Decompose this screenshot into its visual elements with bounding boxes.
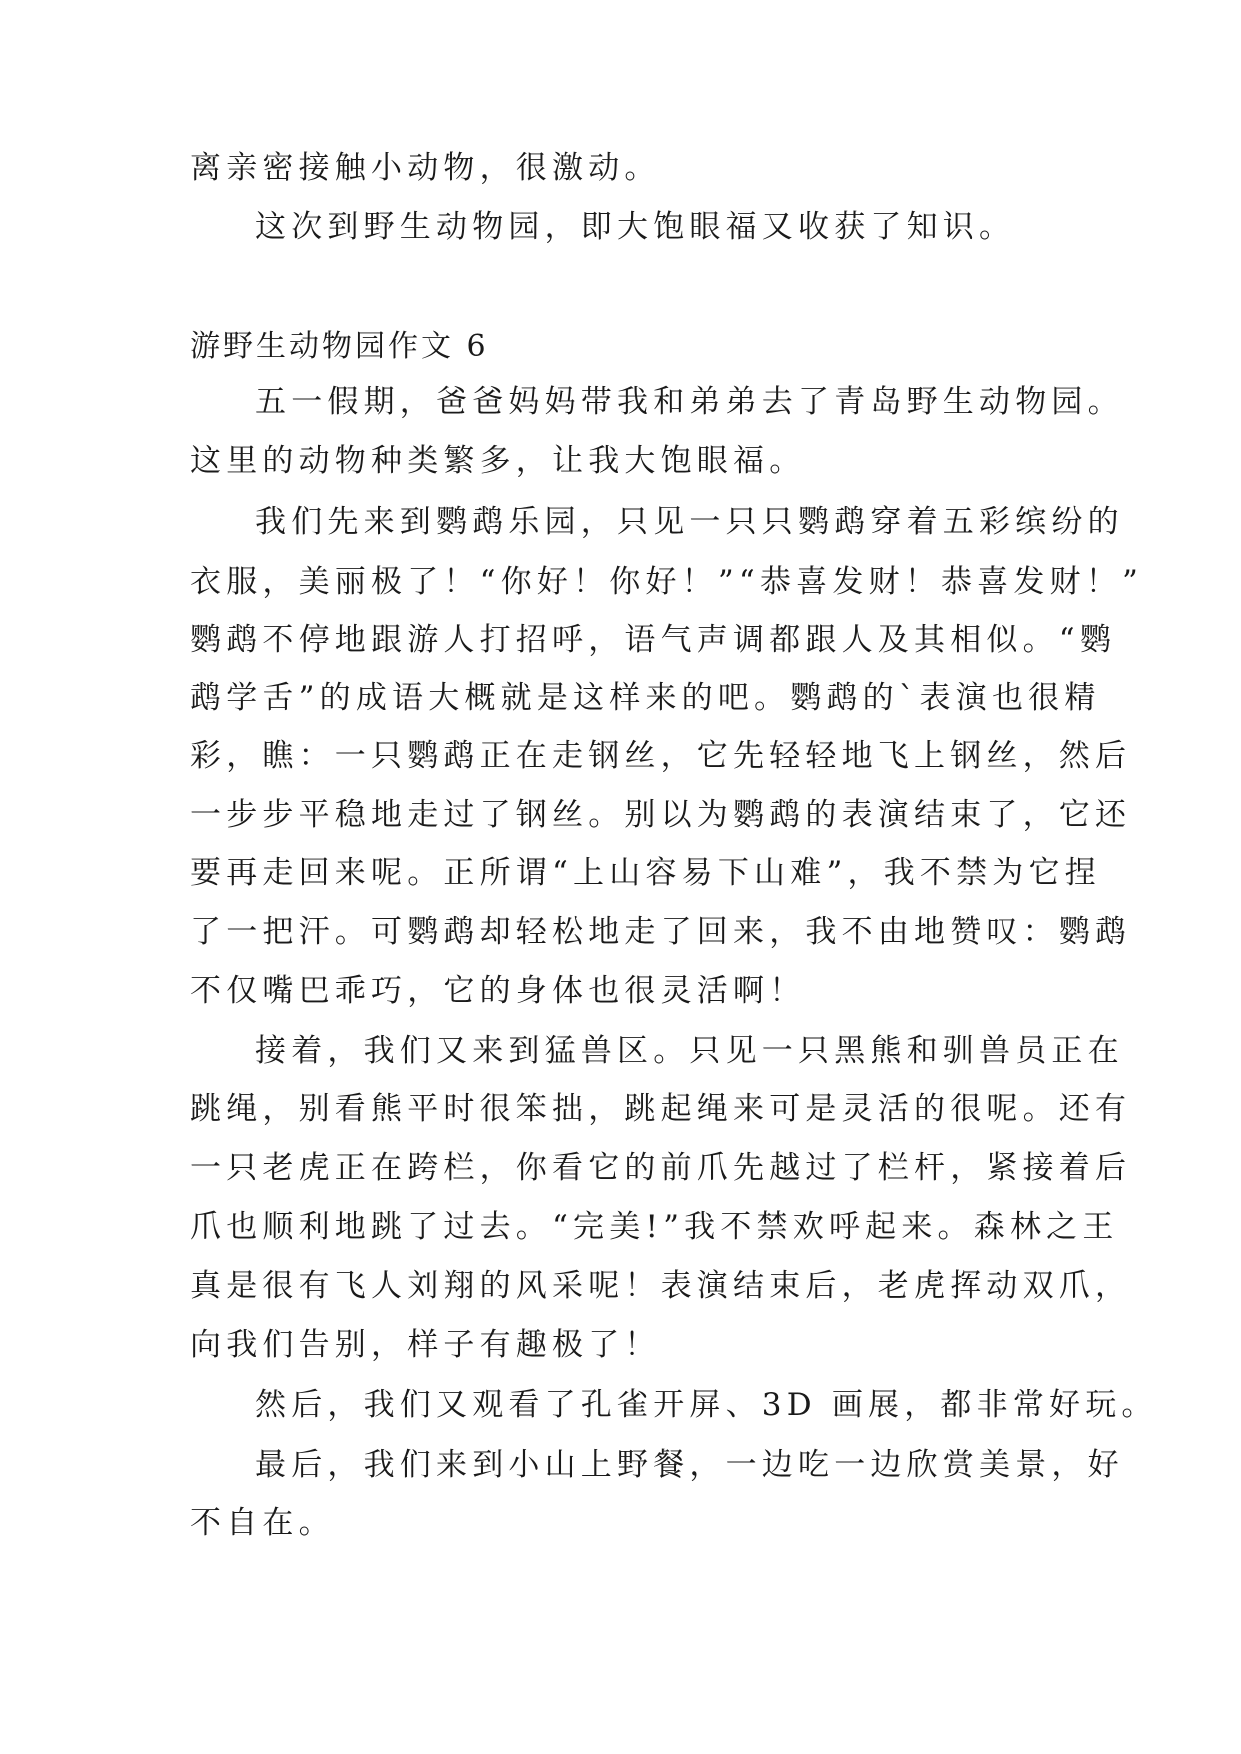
paragraph-line: 接着，我们又来到猛兽区。只见一只黑熊和驯兽员正在 [255, 1033, 1124, 1069]
paragraph-line: 爪也顺利地跳了过去。“完美!”我不禁欢呼起来。森林之王 [190, 1209, 1119, 1245]
paragraph-line: 不仅嘴巴乖巧，它的身体也很灵活啊！ [190, 973, 806, 1009]
paragraph-line: 一只老虎正在跨栏，你看它的前爪先越过了栏杆，紧接着后 [190, 1150, 1132, 1186]
continuation-line: 离亲密接触小动物，很激动。 [190, 150, 661, 186]
paragraph-line: 然后，我们又观看了孔雀开屏、3D 画展，都非常好玩。 [255, 1387, 1158, 1423]
paragraph-line: 一步步平稳地走过了钢丝。别以为鹦鹉的表演结束了，它还 [190, 797, 1132, 833]
paragraph-line: 彩，瞧：一只鹦鹉正在走钢丝，它先轻轻地飞上钢丝，然后 [190, 738, 1132, 774]
paragraph-line: 不自在。 [190, 1505, 335, 1541]
paragraph-line: 跳绳，别看熊平时很笨拙，跳起绳来可是灵活的很呢。还有 [190, 1091, 1132, 1127]
paragraph-line: 鹉学舌”的成语大概就是这样来的吧。鹦鹉的`表演也很精 [190, 680, 1101, 716]
paragraph-line: 最后，我们来到小山上野餐，一边吃一边欣赏美景，好 [255, 1447, 1124, 1483]
paragraph-line: 衣服，美丽极了！“你好！你好！”“恭喜发财！恭喜发财！” [190, 564, 1143, 600]
paragraph-line: 五一假期，爸爸妈妈带我和弟弟去了青岛野生动物园。 [255, 384, 1124, 420]
closing-paragraph: 这次到野生动物园，即大饱眼福又收获了知识。 [255, 209, 1016, 245]
paragraph-line: 这里的动物种类繁多，让我大饱眼福。 [190, 443, 806, 479]
paragraph-line: 向我们告别，样子有趣极了！ [190, 1327, 661, 1363]
paragraph-line: 了一把汗。可鹦鹉却轻松地走了回来，我不由地赞叹：鹦鹉 [190, 914, 1132, 950]
paragraph-line: 要再走回来呢。正所谓“上山容易下山难”，我不禁为它捏 [190, 855, 1101, 891]
paragraph-line: 鹦鹉不停地跟游人打招呼，语气声调都跟人及其相似。“鹦 [190, 622, 1117, 658]
essay-title: 游野生动物园作文 6 [190, 329, 489, 364]
paragraph-line: 我们先来到鹦鹉乐园，只见一只只鹦鹉穿着五彩缤纷的 [255, 504, 1124, 540]
paragraph-line: 真是很有飞人刘翔的风采呢！表演结束后，老虎挥动双爪， [190, 1268, 1132, 1304]
